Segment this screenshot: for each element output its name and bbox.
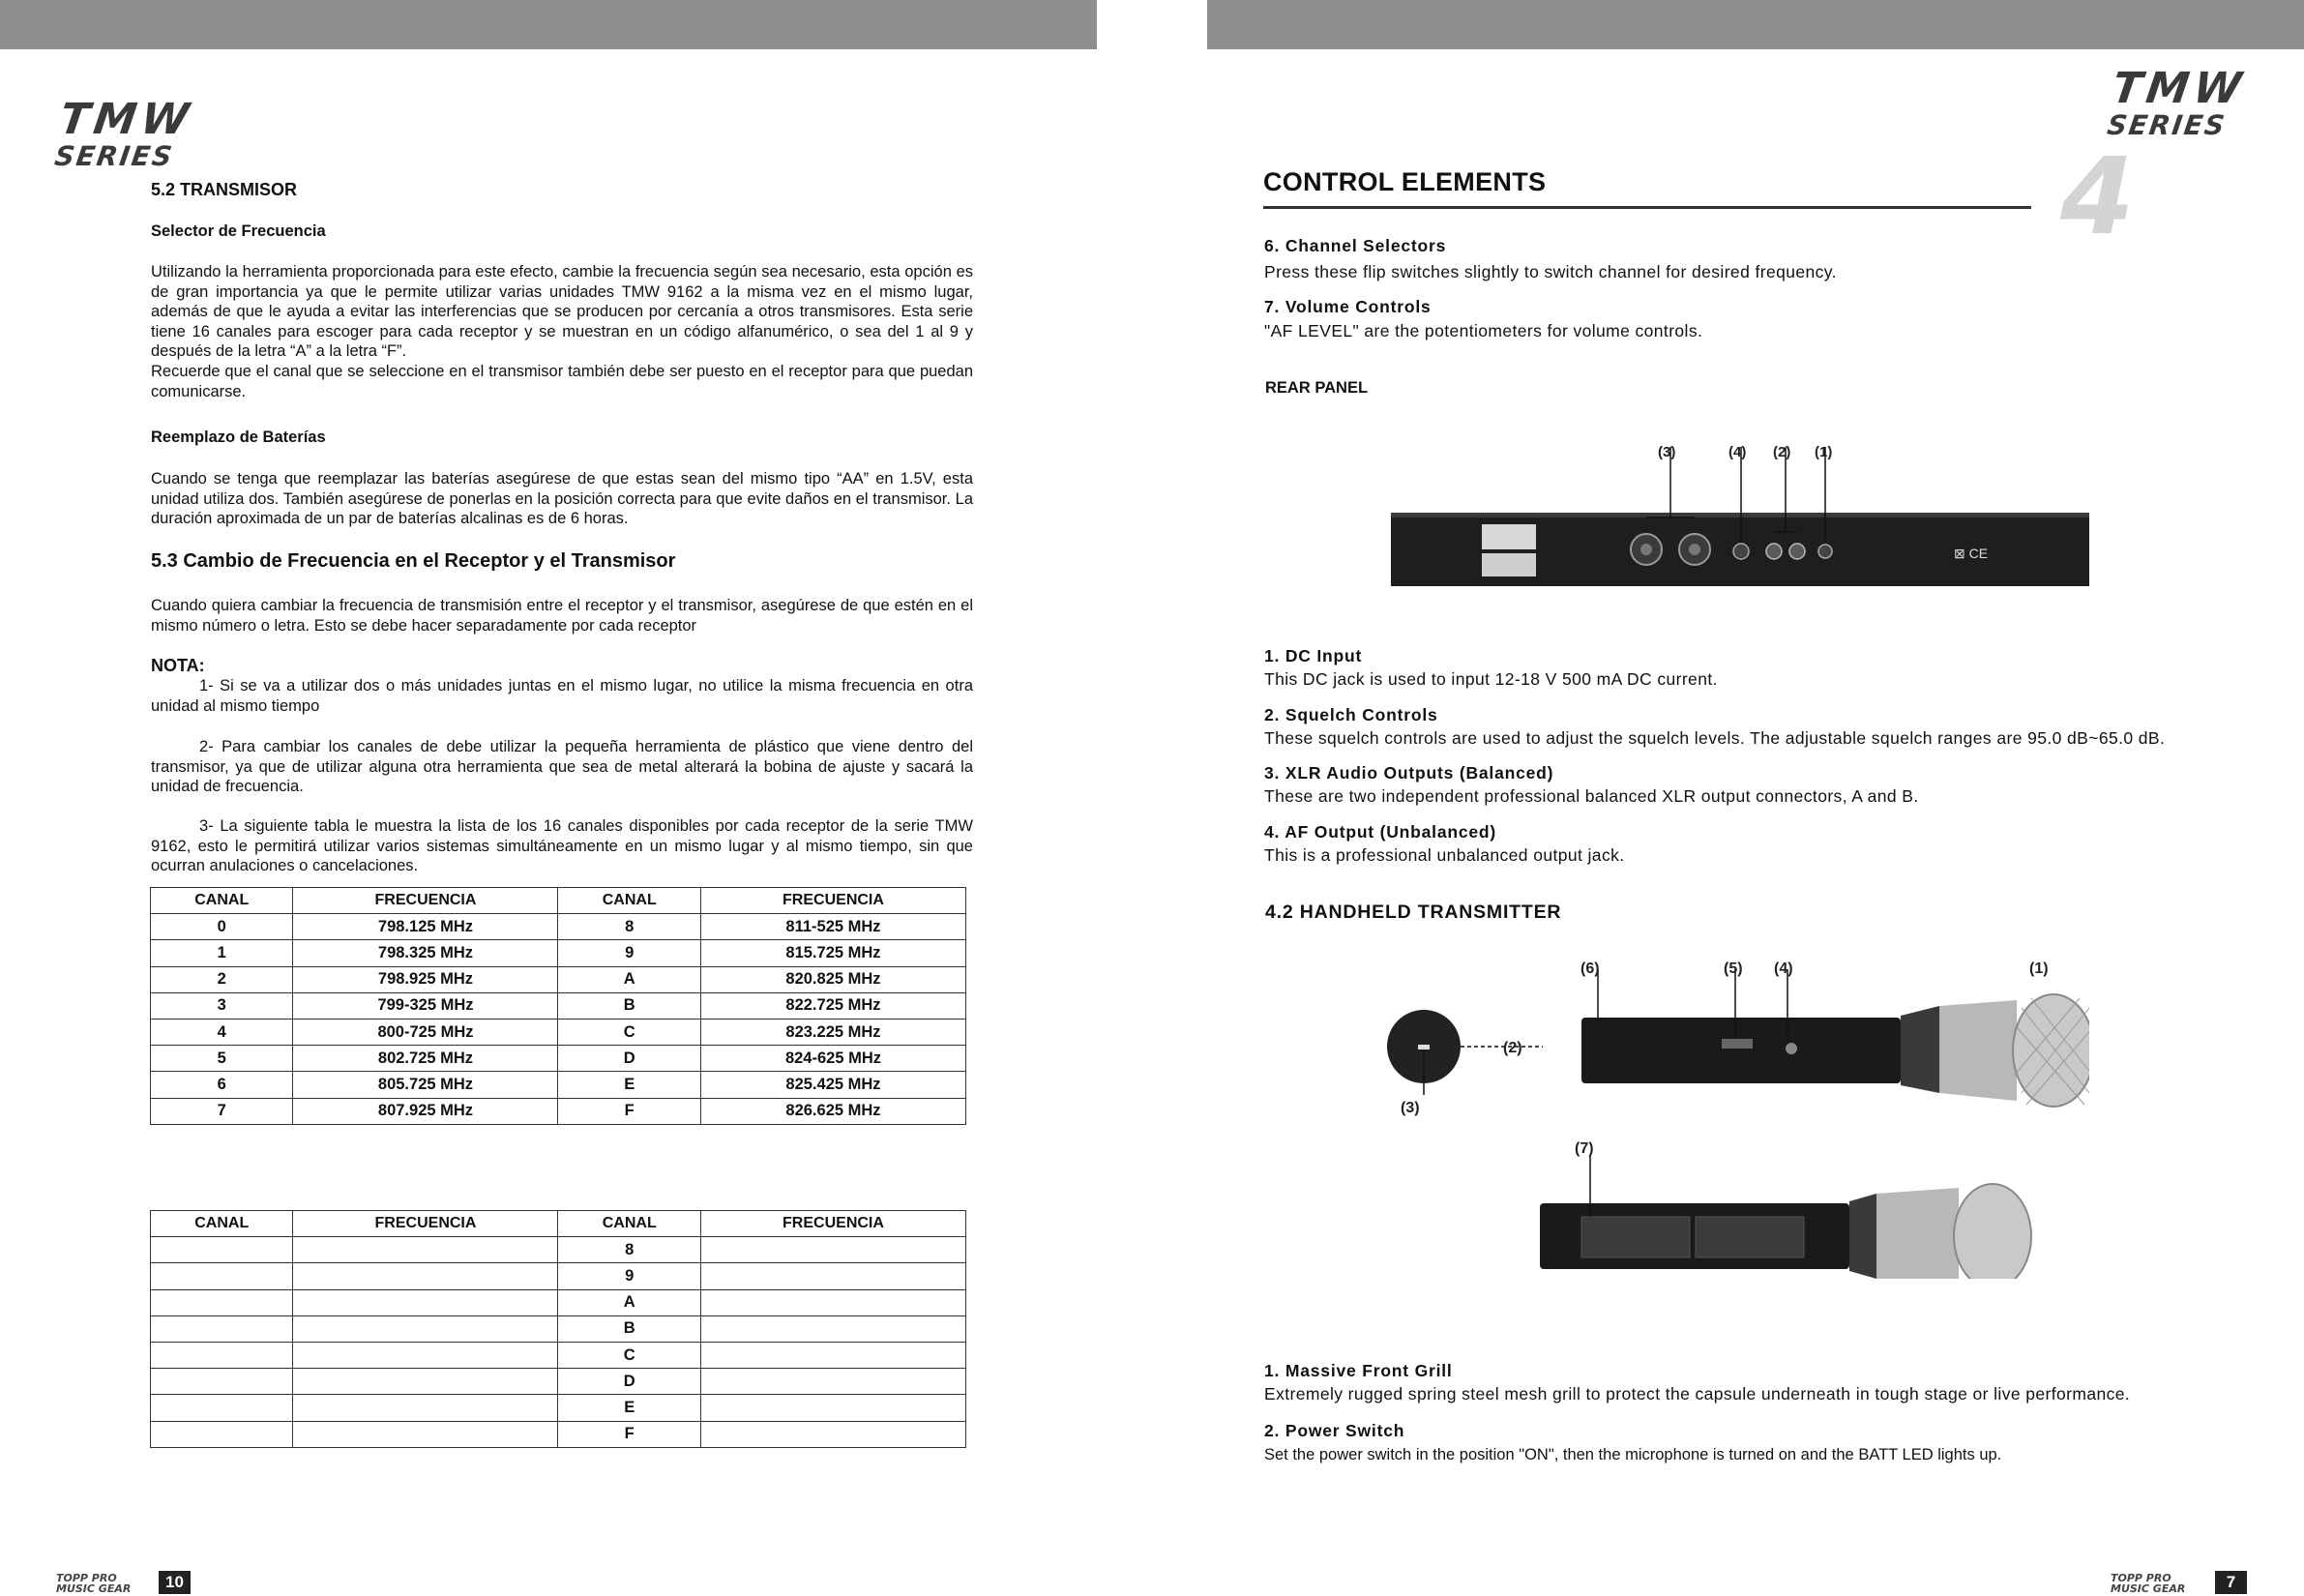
table-cell [293, 1395, 558, 1421]
logo-text: TMW [2109, 64, 2250, 113]
logo-subtext: SERIES [52, 140, 176, 172]
handheld-heading: 4.2 HANDHELD TRANSMITTER [1265, 901, 1562, 923]
table-cell: 824-625 MHz [700, 1046, 965, 1072]
mic-callout: (4) [1774, 961, 1793, 977]
header-cell: FRECUENCIA [293, 888, 558, 914]
xlr-outputs-text: These are two independent professional balanced XLR output connectors, A and B. [1264, 786, 1919, 806]
power-switch-text: Set the power switch in the position "ON", then the microphone is turned on and the BATT LED lights up. [1264, 1446, 2002, 1463]
channel-selectors-text: Press these flip switches slightly to switch channel for desired frequency. [1264, 262, 1837, 281]
header-cell: FRECUENCIA [700, 1211, 965, 1237]
table-row [151, 1072, 966, 1098]
table-cell [293, 1289, 558, 1315]
batt-led [1786, 1043, 1797, 1054]
table-cell: 9 [558, 940, 700, 966]
freq-selector-heading: Selector de Frecuencia [151, 222, 326, 240]
table-cell [700, 1421, 965, 1447]
table-cell [151, 1421, 293, 1447]
table-cell: 826.625 MHz [700, 1098, 965, 1124]
af-output-text: This is a professional unbalanced output jack. [1264, 845, 1625, 865]
table-cell: E [558, 1395, 700, 1421]
table-row [151, 992, 966, 1019]
front-grill-heading: 1. Massive Front Grill [1264, 1361, 1453, 1380]
table-cell: 815.725 MHz [700, 940, 965, 966]
table-row [151, 940, 966, 966]
table-cell [700, 1395, 965, 1421]
footer-brand-line2: MUSIC GEAR [56, 1582, 132, 1595]
rear-panel-diagram [1383, 435, 2099, 595]
chapter-number: 4 [2060, 134, 2135, 258]
freq-selector-text-2: Recuerde que el canal que se seleccione en el transmisor también debe ser puesto en el receptor para que puedan comunicarse. [151, 363, 973, 400]
table-cell: 811-525 MHz [700, 914, 965, 940]
table-cell: 8 [558, 914, 700, 940]
table-cell [700, 1369, 965, 1395]
page-title: CONTROL ELEMENTS [1263, 167, 1547, 196]
power-switch-heading: 2. Power Switch [1264, 1421, 1405, 1440]
table-cell [293, 1369, 558, 1395]
table-row [151, 1421, 966, 1447]
table-cell [700, 1289, 965, 1315]
table-cell [151, 1369, 293, 1395]
table-cell: B [558, 992, 700, 1019]
table-cell [151, 1315, 293, 1342]
change-text: Cuando quiera cambiar la frecuencia de transmisión entre el receptor y el transmisor, asegúrese de que estén en el mismo número o letra. Esto se debe hacer separadamente por cada receptor [151, 597, 973, 635]
table-row [151, 966, 966, 992]
table-cell: 825.425 MHz [700, 1072, 965, 1098]
table-cell: A [558, 1289, 700, 1315]
table-cell [151, 1263, 293, 1289]
rear-panel-heading: REAR PANEL [1265, 379, 1369, 397]
table-cell [151, 1289, 293, 1315]
table-cell: A [558, 966, 700, 992]
frequency-table-body [151, 914, 966, 1125]
table-cell: 820.825 MHz [700, 966, 965, 992]
note-1: 1- Si se va a utilizar dos o más unidades juntas en el mismo lugar, no utilice la misma frecuencia en otra unidad al mismo tiempo [151, 677, 973, 715]
mic-collar [1901, 1006, 1939, 1093]
note-label: NOTA: [151, 656, 205, 675]
table-cell: 2 [151, 966, 293, 992]
note-3: 3- La siguiente tabla le muestra la lista de los 16 canales disponibles por cada receptor de la serie TMW 9162, esto le permitirá utilizar varios sistemas simultáneamente en un mismo lugar y al mismo tiempo, sin que ocurran anulaciones o cancelaciones. [151, 817, 973, 874]
mic-callout: (2) [1503, 1040, 1522, 1056]
handheld-transmitter-diagram [1374, 950, 2089, 1279]
note-2: 2- Para cambiar los canales de debe utilizar la pequeña herramienta de plástico que viene dentro del transmisor, ya que de utilizar alguna otra herramienta que sea de metal alterará la bobina de ajuste y sacará la unidad de frecuencia. [151, 738, 973, 795]
footer-brand-line1: TOPP PRO [56, 1572, 117, 1584]
xlr-outputs-heading: 3. XLR Audio Outputs (Balanced) [1264, 763, 1554, 783]
mic-neck [1939, 1000, 2017, 1101]
rear-panel-label [1482, 524, 1536, 549]
squelch-knob-a [1766, 544, 1782, 559]
table-cell: B [558, 1315, 700, 1342]
volume-controls-text: "AF LEVEL" are the potentiometers for volume controls. [1264, 321, 1703, 340]
table-cell: 3 [151, 992, 293, 1019]
table-cell: 798.925 MHz [293, 966, 558, 992]
table-row [151, 1046, 966, 1072]
battery [1581, 1217, 1690, 1257]
af-output-jack [1733, 544, 1749, 559]
table-cell [151, 1237, 293, 1263]
table-row [151, 1098, 966, 1124]
ce-mark: ⊠ CE [1954, 546, 1989, 561]
header-cell: CANAL [558, 888, 700, 914]
page-number-right: 7 [2215, 1571, 2247, 1594]
battery-text: Cuando se tenga que reemplazar las baterías asegúrese de que estas sean del mismo tipo “AA” en 1.5V, esta unidad utiliza dos. También asegúrese de ponerlas en la posición correcta para que evite daños en el transmisor. La duración aproximada de un par de baterías alcalinas es de 6 horas. [151, 470, 973, 527]
table-row [151, 1395, 966, 1421]
title-rule [1263, 206, 2031, 209]
table-row [151, 914, 966, 940]
blank-frequency-table-body [151, 1237, 966, 1448]
mic-callout: (3) [1401, 1100, 1420, 1116]
table-cell [151, 1342, 293, 1368]
table-cell: 798.125 MHz [293, 914, 558, 940]
mic-callout: (5) [1724, 961, 1743, 977]
table-row [151, 1237, 966, 1263]
rear-callout: (4) [1728, 444, 1747, 460]
power-switch-slot [1722, 1039, 1753, 1049]
footer-brand-right [2111, 1573, 2185, 1594]
table-row [151, 1019, 966, 1045]
section-title: 5.2 TRANSMISOR [151, 180, 298, 199]
rear-callout: (1) [1815, 444, 1833, 460]
top-bar [0, 0, 1097, 49]
table-cell [700, 1342, 965, 1368]
table-row [151, 1289, 966, 1315]
table-cell [293, 1315, 558, 1342]
table-cell [700, 1237, 965, 1263]
header-cell: CANAL [558, 1211, 700, 1237]
squelch-knob-b [1789, 544, 1805, 559]
table-cell [293, 1421, 558, 1447]
rear-callout: (3) [1658, 444, 1676, 460]
frequency-table [150, 887, 966, 1125]
header-cell: FRECUENCIA [700, 888, 965, 914]
table-cell: C [558, 1019, 700, 1045]
footer-brand-line1: TOPP PRO [2111, 1572, 2171, 1584]
logo-subtext: SERIES [2105, 109, 2229, 141]
table-cell [151, 1395, 293, 1421]
table-cell: 823.225 MHz [700, 1019, 965, 1045]
table-row [151, 1263, 966, 1289]
table-cell [293, 1237, 558, 1263]
table-cell: 1 [151, 940, 293, 966]
mic-callout: (1) [2029, 961, 2049, 977]
table-cell: 4 [151, 1019, 293, 1045]
mic-callout: (7) [1575, 1140, 1594, 1157]
dc-input-jack [1818, 545, 1832, 558]
table-cell: 802.725 MHz [293, 1046, 558, 1072]
tmw-series-logo-right [2105, 64, 2250, 141]
table-cell: 799-325 MHz [293, 992, 558, 1019]
footer-brand [56, 1573, 131, 1594]
squelch-controls-text: These squelch controls are used to adjust the squelch levels. The adjustable squelch ranges are 95.0 dB~65.0 dB. [1264, 728, 2166, 748]
table-cell: D [558, 1369, 700, 1395]
page-number: 10 [159, 1571, 191, 1594]
table-cell: 9 [558, 1263, 700, 1289]
table-cell: 798.325 MHz [293, 940, 558, 966]
battery-heading: Reemplazo de Baterías [151, 429, 326, 446]
table-cell: 805.725 MHz [293, 1072, 558, 1098]
tmw-series-logo [52, 95, 197, 172]
rear-panel-label [1482, 553, 1536, 576]
rear-callout: (2) [1773, 444, 1791, 460]
table-cell: C [558, 1342, 700, 1368]
table-cell: 0 [151, 914, 293, 940]
table-cell: F [558, 1098, 700, 1124]
table-row [151, 1342, 966, 1368]
dc-input-text: This DC jack is used to input 12-18 V 500 mA DC current. [1264, 669, 1718, 689]
table-cell [293, 1342, 558, 1368]
table-header-row [151, 888, 966, 914]
squelch-controls-heading: 2. Squelch Controls [1264, 705, 1438, 724]
logo-text: TMW [56, 95, 197, 144]
table-cell: 807.925 MHz [293, 1098, 558, 1124]
dc-input-heading: 1. DC Input [1264, 646, 1363, 665]
channel-selectors-heading: 6. Channel Selectors [1264, 236, 1447, 255]
table-cell: 822.725 MHz [700, 992, 965, 1019]
table-cell [293, 1263, 558, 1289]
header-cell: CANAL [151, 1211, 293, 1237]
table-row [151, 1315, 966, 1342]
header-cell: FRECUENCIA [293, 1211, 558, 1237]
front-grill-text: Extremely rugged spring steel mesh grill to protect the capsule underneath in tough stage or live performance. [1264, 1384, 2131, 1404]
top-bar-right [1207, 0, 2304, 49]
table-row [151, 1369, 966, 1395]
volume-controls-heading: 7. Volume Controls [1264, 297, 1432, 316]
table-cell: E [558, 1072, 700, 1098]
table-cell: 7 [151, 1098, 293, 1124]
mic-body [1581, 1018, 1901, 1083]
table-cell: 800-725 MHz [293, 1019, 558, 1045]
battery [1696, 1217, 1804, 1257]
table-cell [700, 1263, 965, 1289]
table-cell: 8 [558, 1237, 700, 1263]
freq-selector-text: Utilizando la herramienta proporcionada para este efecto, cambie la frecuencia según sea necesario, esta opción es de gran importancia ya que le permite utilizar varias unidades TMW 9162 a la misma vez en el mismo lugar, además de que le ayuda a evitar las interferencias que se producen por cercanía a otros transmisores. Esta serie tiene 16 canales para escoger para cada receptor y se muestran en un código alfanumérico, o sea del 1 al 9 y después de la letra “A” a la letra “F”. [151, 263, 973, 360]
table-cell: F [558, 1421, 700, 1447]
table-header-row [151, 1211, 966, 1237]
table-cell: 5 [151, 1046, 293, 1072]
change-title: 5.3 Cambio de Frecuencia en el Receptor y el Transmisor [151, 550, 676, 572]
af-output-heading: 4. AF Output (Unbalanced) [1264, 822, 1497, 842]
left-page [0, 0, 1097, 1596]
table-cell: 6 [151, 1072, 293, 1098]
footer-brand-line2: MUSIC GEAR [2111, 1582, 2186, 1595]
header-cell: CANAL [151, 888, 293, 914]
table-cell: D [558, 1046, 700, 1072]
mic-callout: (6) [1580, 961, 1600, 977]
table-cell [700, 1315, 965, 1342]
blank-frequency-table [150, 1210, 966, 1448]
